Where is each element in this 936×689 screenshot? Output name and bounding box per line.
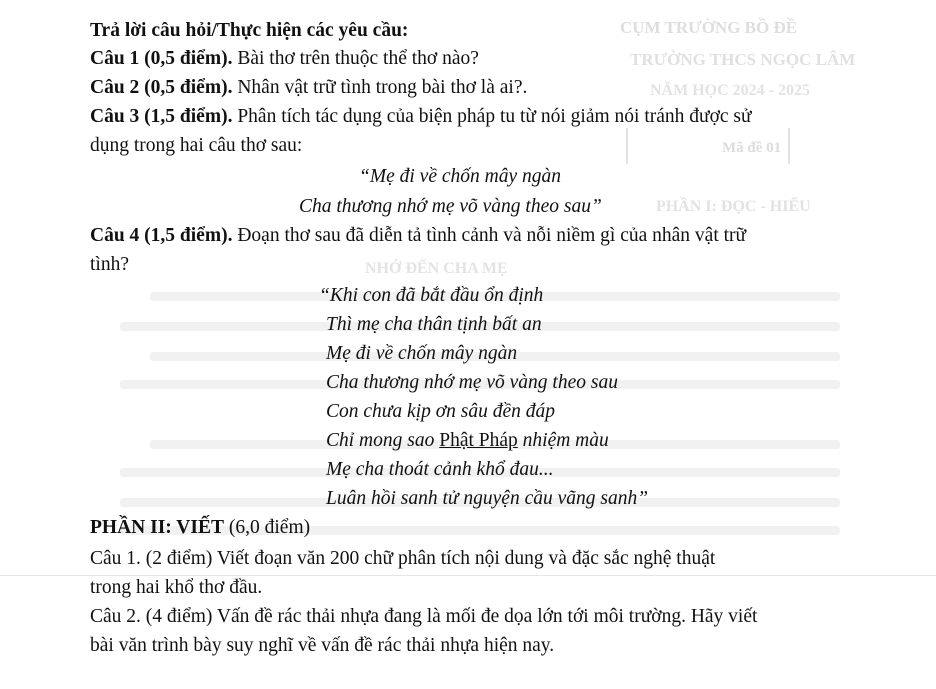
- writing-question-2-continued: bài văn trình bày suy nghĩ về vấn đề rác thải nhựa hiện nay.: [90, 635, 555, 656]
- question-4: [90, 225, 746, 247]
- quote-line: Cha thương nhớ mẹ võ vàng theo sau”: [299, 196, 602, 217]
- question-text: Nhân vật trữ tình trong bài thơ là ai?.: [237, 77, 528, 98]
- ghost-text: NĂM HỌC 2024 - 2025: [650, 82, 810, 99]
- phat-phap-link[interactable]: Phật Pháp: [439, 430, 518, 451]
- question-text: Phân tích tác dụng của biện pháp tu từ nói giảm nói tránh được sử: [237, 106, 752, 127]
- ghost-text: PHẦN I: ĐỌC - HIỂU: [656, 198, 811, 215]
- poem-text: Chỉ mong sao: [326, 430, 440, 451]
- writing-question-1-continued: trong hai khổ thơ đầu.: [90, 577, 263, 598]
- part-2-heading: [90, 517, 310, 539]
- ghost-text: TRƯỜNG THCS NGỌC LÂM: [630, 50, 856, 69]
- section-header: Trả lời câu hỏi/Thực hiện các yêu cầu:: [90, 20, 409, 41]
- ghost-text: CỤM TRƯỜNG BỒ ĐỀ: [620, 18, 798, 37]
- poem-line: Cha thương nhớ mẹ võ vàng theo sau: [326, 372, 618, 393]
- quote-line: “Mẹ đi về chốn mây ngàn: [359, 166, 561, 187]
- question-text-continued: dụng trong hai câu thơ sau:: [90, 135, 303, 156]
- ghost-separator: [0, 575, 936, 576]
- question-text: Bài thơ trên thuộc thể thơ nào?: [237, 48, 479, 69]
- poem-line: Thì mẹ cha thân tịnh bất an: [326, 314, 542, 335]
- poem-line: [326, 430, 609, 452]
- question-label: Câu 2 (0,5 điểm).: [90, 77, 233, 98]
- poem-line: Con chưa kịp ơn sâu đền đáp: [326, 401, 556, 422]
- writing-question-2: Câu 2. (4 điểm) Vấn đề rác thải nhựa đang là mối đe dọa lớn tới môi trường. Hãy viết: [90, 606, 758, 627]
- question-text-continued: tình?: [90, 254, 129, 275]
- question-label: Câu 3 (1,5 điểm).: [90, 106, 233, 127]
- part-2-points: (6,0 điểm): [228, 517, 311, 538]
- poem-line: Mẹ đi về chốn mây ngàn: [326, 343, 518, 364]
- ghost-text: NHỚ ĐẾN CHA MẸ: [365, 260, 508, 277]
- poem-line: “Khi con đã bắt đầu ổn định: [319, 285, 544, 306]
- poem-line: Mẹ cha thoát cảnh khổ đau...: [326, 459, 554, 480]
- writing-question-1: Câu 1. (2 điểm) Viết đoạn văn 200 chữ phân tích nội dung và đặc sắc nghệ thuật: [90, 548, 716, 569]
- question-2: [90, 77, 527, 99]
- poem-text: nhiệm màu: [517, 430, 609, 451]
- part-2-title: PHẦN II: VIẾT: [90, 517, 224, 538]
- question-3: [90, 106, 752, 128]
- question-label: Câu 1 (0,5 điểm).: [90, 48, 233, 69]
- poem-line: Luân hồi sanh tử nguyện cầu vãng sanh”: [326, 488, 649, 509]
- question-1: [90, 48, 479, 70]
- ghost-text: Mã đề 01: [722, 140, 782, 156]
- question-text: Đoạn thơ sau đã diễn tả tình cảnh và nỗi niềm gì của nhân vật trữ: [237, 225, 747, 246]
- question-label: Câu 4 (1,5 điểm).: [90, 225, 233, 246]
